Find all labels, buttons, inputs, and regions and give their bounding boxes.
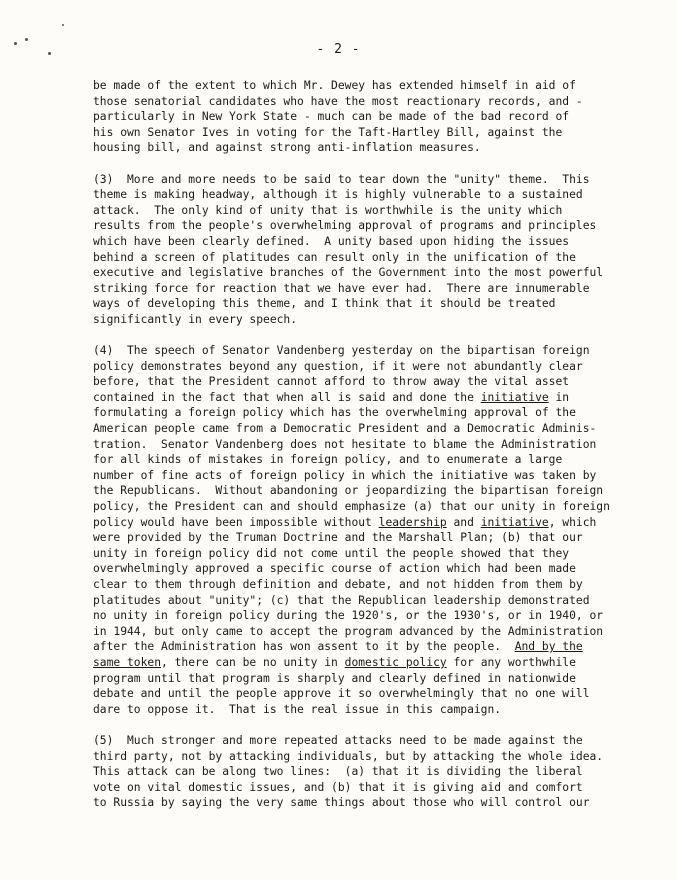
text-run: number of fine acts of foreign policy in which the initiative was taken by (93, 468, 597, 482)
text-line (93, 561, 653, 577)
text-line (93, 234, 653, 250)
underlined-text: leadership (378, 515, 447, 529)
text-run: after the Administration has won assent to it by the people. (93, 640, 515, 654)
text-run: ways of developing this theme, and I think that it should be treated (93, 297, 556, 311)
text-line (93, 250, 653, 266)
text-line (93, 764, 653, 780)
text-run: for any worthwhile (446, 655, 576, 669)
text-run: formulating a foreign policy which has the overwhelming approval of the (93, 406, 576, 420)
text-line (93, 125, 653, 141)
text-line (93, 468, 653, 484)
text-line (93, 265, 653, 281)
text-line (93, 312, 653, 328)
underlined-text: same token (93, 655, 162, 669)
text-run: in (548, 390, 570, 404)
text-line (93, 218, 653, 234)
text-run: contained in the fact that when all is said and done the (93, 390, 481, 404)
paragraph (93, 343, 653, 717)
text-run: (5) Much stronger and more repeated attacks need to be made against the (93, 733, 583, 747)
text-run: particularly in New York State - much can be made of the bad record of (93, 110, 570, 124)
text-run: policy demonstrates beyond any question, if it were not abundantly clear (93, 359, 583, 373)
text-line (93, 281, 653, 297)
text-line (93, 593, 653, 609)
text-run: were provided by the Truman Doctrine and the Marshall Plan; (b) that our (93, 531, 583, 545)
text-line (93, 203, 653, 219)
paragraph (93, 172, 653, 328)
text-line (93, 655, 653, 671)
text-run: significantly in every speech. (93, 312, 298, 326)
text-line (93, 546, 653, 562)
text-run: for all kinds of mistakes in foreign policy, and to enumerate a large (93, 453, 563, 467)
text-run: This attack can be along two lines: (a) that it is dividing the liberal (93, 765, 583, 779)
text-line (93, 702, 653, 718)
underlined-text: initiative (480, 515, 549, 529)
text-line (93, 515, 653, 531)
text-line (93, 733, 653, 749)
text-run: policy would have been impossible without (93, 515, 379, 529)
text-line (93, 437, 653, 453)
text-line (93, 608, 653, 624)
text-run: debate and until the people approve it so overwhelmingly that no one will (93, 687, 590, 701)
text-run: (3) More and more needs to be said to tear down the "unity" theme. This (93, 172, 590, 186)
text-run: no unity in foreign policy during the 1920's, or the 1930's, or in 1940, or (93, 609, 604, 623)
text-run: American people came from a Democratic President and a Democratic Adminis- (93, 422, 597, 436)
text-line (93, 359, 653, 375)
text-line (93, 483, 653, 499)
text-run: attack. The only kind of unity that is worthwhile is the unity which (93, 203, 563, 217)
text-line (93, 296, 653, 312)
text-run: and (446, 515, 481, 529)
text-run: those senatorial candidates who have the most reactionary records, and - (93, 94, 583, 108)
text-run: the Republicans. Without abandoning or jeopardizing the bipartisan foreign (93, 484, 604, 498)
text-run: before, that the President cannot afford to throw away the vital asset (93, 375, 570, 389)
text-run: dare to oppose it. That is the real issue in this campaign. (93, 702, 502, 716)
text-line (93, 78, 653, 94)
text-run: unity in foreign policy did not come until the people showed that they (93, 546, 570, 560)
text-run: , which (548, 515, 597, 529)
text-run: which have been clearly defined. A unity based upon hiding the issues (93, 234, 570, 248)
text-run: tration. Senator Vandenberg does not hesitate to blame the Administration (93, 437, 597, 451)
text-line (93, 109, 653, 125)
paragraph (93, 78, 653, 156)
text-line (93, 140, 653, 156)
text-run: behind a screen of platitudes can result only in the unification of the (93, 250, 576, 264)
text-run: clear to them through definition and debate, and not hidden from them by (93, 578, 583, 591)
text-line (93, 639, 653, 655)
text-run: in 1944, but only came to accept the program advanced by the Administration (93, 624, 604, 638)
text-run: vote on vital domestic issues, and (b) that it is giving aid and comfort (93, 780, 583, 794)
text-line (93, 187, 653, 203)
text-run: housing bill, and against strong anti-inflation measures. (93, 141, 481, 155)
text-run: results from the people's overwhelming approval of programs and principles (93, 219, 597, 233)
text-line (93, 94, 653, 110)
text-run: his own Senator Ives in voting for the Taft-Hartley Bill, against the (93, 125, 563, 139)
text-line (93, 624, 653, 640)
text-line (93, 343, 653, 359)
text-run: third party, not by attacking individuals, but by attacking the whole idea. (93, 749, 604, 763)
paragraph (93, 733, 653, 811)
text-run: theme is making headway, although it is highly vulnerable to a sustained (93, 188, 583, 202)
text-run: (4) The speech of Senator Vandenberg yesterday on the bipartisan foreign (93, 344, 590, 358)
text-run: be made of the extent to which Mr. Dewey has extended himself in aid of (93, 79, 576, 92)
underlined-text: initiative (480, 390, 549, 404)
text-run: executive and legislative branches of the Government into the most powerful (93, 266, 604, 280)
letter-body (93, 78, 653, 827)
text-run: , there can be no unity in (161, 655, 345, 669)
text-line (93, 405, 653, 421)
text-line (93, 530, 653, 546)
text-line (93, 577, 653, 593)
text-run: program until that program is sharply and clearly defined in nationwide (93, 671, 576, 685)
text-run: policy, the President can and should emphasize (a) that our unity in foreign (93, 500, 610, 514)
text-line (93, 374, 653, 390)
underlined-text: And by the (514, 640, 583, 654)
text-run: overwhelmingly approved a specific course of action which had been made (93, 562, 576, 576)
text-line (93, 749, 653, 765)
scan-speck (62, 24, 64, 26)
text-line (93, 499, 653, 515)
page-number: - 2 - (316, 42, 361, 57)
text-line (93, 421, 653, 437)
scan-speck (25, 38, 28, 41)
text-line (93, 390, 653, 406)
underlined-text: domestic policy (344, 655, 447, 669)
text-line (93, 452, 653, 468)
text-line (93, 172, 653, 188)
text-line (93, 671, 653, 687)
text-line (93, 780, 653, 796)
text-run: to Russia by saying the very same things about those who will control our (93, 796, 590, 810)
text-run: striking force for reaction that we have ever had. There are innumerable (93, 281, 590, 295)
text-run: platitudes about "unity"; (c) that the Republican leadership demonstrated (93, 593, 590, 607)
text-line (93, 686, 653, 702)
text-line (93, 795, 653, 811)
